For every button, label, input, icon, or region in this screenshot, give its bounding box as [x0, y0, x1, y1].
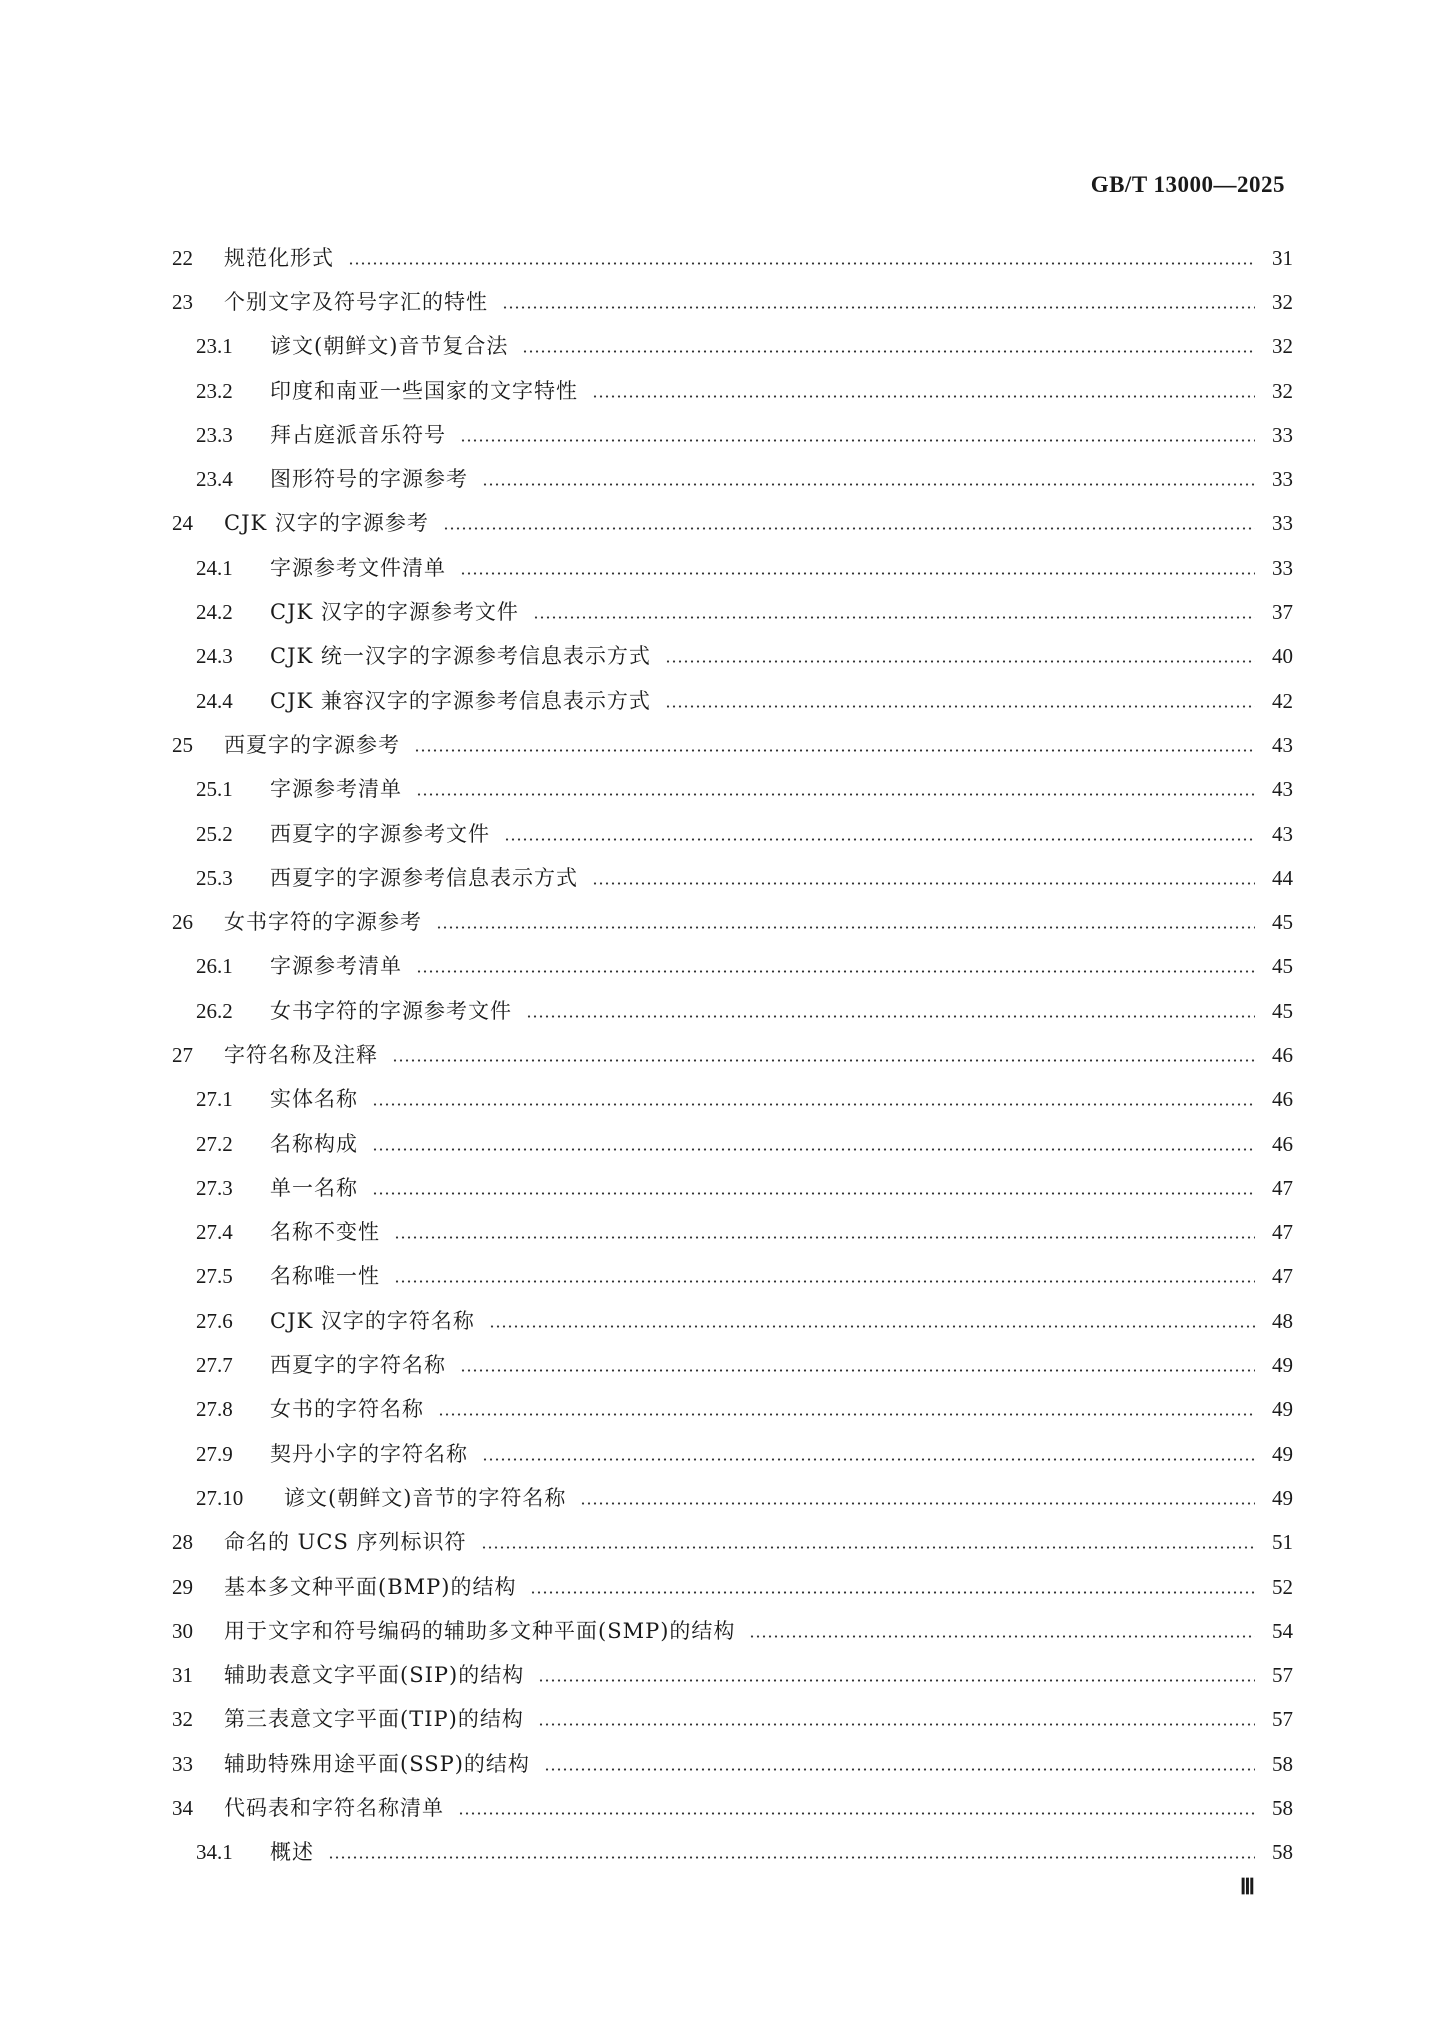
- toc-entry-page: 49: [1272, 1353, 1293, 1378]
- toc-entry-number: 27.5: [196, 1264, 233, 1289]
- toc-entry[interactable]: [172, 1255, 1293, 1299]
- toc-entry-title: 西夏字的字源参考文件: [270, 821, 490, 846]
- toc-entry[interactable]: [172, 546, 1293, 590]
- dot-leader: [416, 970, 1255, 973]
- toc-entry-page: 57: [1272, 1707, 1293, 1732]
- toc-entry-number: 27.2: [196, 1131, 233, 1156]
- dot-leader: [502, 306, 1255, 309]
- toc-entry-number: 24.3: [196, 644, 233, 669]
- dot-leader: [526, 1015, 1255, 1018]
- dot-leader: [372, 1103, 1255, 1106]
- toc-entry[interactable]: [172, 1078, 1293, 1122]
- dot-leader: [443, 527, 1255, 530]
- toc-entry-title: 字符名称及注释: [224, 1042, 378, 1067]
- toc-entry[interactable]: [172, 945, 1293, 989]
- toc-entry-title: CJK 兼容汉字的字源参考信息表示方式: [270, 688, 651, 713]
- toc-entry[interactable]: [172, 1786, 1293, 1830]
- toc-entry[interactable]: [172, 236, 1293, 280]
- dot-leader: [328, 1856, 1255, 1859]
- dot-leader: [580, 1502, 1255, 1505]
- dot-leader: [533, 616, 1255, 619]
- toc-entry-page: 31: [1272, 245, 1293, 270]
- toc-entry[interactable]: [172, 768, 1293, 812]
- toc-entry-page: 49: [1272, 1441, 1293, 1466]
- toc-entry-title: 命名的 UCS 序列标识符: [224, 1530, 467, 1555]
- toc-entry-page: 32: [1272, 334, 1293, 359]
- toc-entry-title: 图形符号的字源参考: [270, 467, 468, 492]
- toc-entry-number: 25.3: [196, 865, 233, 890]
- toc-entry[interactable]: [172, 457, 1293, 501]
- dot-leader: [482, 1458, 1255, 1461]
- toc-entry-number: 27: [172, 1042, 193, 1067]
- toc-entry-number: 24.1: [196, 555, 233, 580]
- toc-entry-page: 33: [1272, 555, 1293, 580]
- dot-leader: [749, 1635, 1255, 1638]
- dot-leader: [414, 749, 1255, 752]
- dot-leader: [504, 838, 1255, 841]
- toc-entry-title: 用于文字和符号编码的辅助多文种平面(SMP)的结构: [224, 1618, 736, 1643]
- toc-entry[interactable]: [172, 1122, 1293, 1166]
- toc-entry[interactable]: [172, 723, 1293, 767]
- toc-entry[interactable]: [172, 1521, 1293, 1565]
- toc-entry-number: 23.2: [196, 378, 233, 403]
- toc-entry-page: 43: [1272, 821, 1293, 846]
- toc-entry-title: 印度和南亚一些国家的文字特性: [270, 378, 578, 403]
- toc-entry-title: 实体名称: [270, 1087, 358, 1112]
- toc-entry-number: 26.1: [196, 954, 233, 979]
- toc-entry-title: 谚文(朝鲜文)音节的字符名称: [284, 1485, 567, 1510]
- toc-entry-number: 22: [172, 245, 193, 270]
- toc-entry-page: 58: [1272, 1751, 1293, 1776]
- toc-entry-page: 45: [1272, 910, 1293, 935]
- toc-entry-page: 46: [1272, 1087, 1293, 1112]
- toc-entry-title: 基本多文种平面(BMP)的结构: [224, 1574, 517, 1599]
- toc-entry-number: 33: [172, 1751, 193, 1776]
- toc-entry-number: 31: [172, 1663, 193, 1688]
- toc-entry-page: 47: [1272, 1175, 1293, 1200]
- toc-entry-title: 名称构成: [270, 1131, 358, 1156]
- toc-entry-title: CJK 统一汉字的字源参考信息表示方式: [270, 644, 651, 669]
- toc-entry[interactable]: [172, 1831, 1293, 1875]
- toc-entry-number: 23.3: [196, 422, 233, 447]
- toc-entry-page: 43: [1272, 777, 1293, 802]
- toc-entry-number: 34: [172, 1796, 193, 1821]
- toc-entry-page: 45: [1272, 954, 1293, 979]
- toc-entry-title: 名称唯一性: [270, 1264, 380, 1289]
- toc-entry[interactable]: [172, 1565, 1293, 1609]
- toc-entry-page: 47: [1272, 1220, 1293, 1245]
- toc-entry-title: 概述: [270, 1840, 314, 1865]
- toc-entry-number: 27.9: [196, 1441, 233, 1466]
- toc-entry-title: 女书的字符名称: [270, 1397, 424, 1422]
- toc-entry-page: 33: [1272, 422, 1293, 447]
- toc-entry-page: 58: [1272, 1840, 1293, 1865]
- dot-leader: [394, 1236, 1255, 1239]
- toc-entry-number: 26.2: [196, 998, 233, 1023]
- toc-entry-page: 46: [1272, 1042, 1293, 1067]
- toc-entry-title: 辅助表意文字平面(SIP)的结构: [224, 1663, 525, 1688]
- toc-entry-title: CJK 汉字的字源参考: [224, 511, 429, 536]
- toc-entry-page: 32: [1272, 378, 1293, 403]
- toc-entry-title: 字源参考文件清单: [270, 555, 446, 580]
- toc-entry-page: 32: [1272, 289, 1293, 314]
- toc-entry[interactable]: [172, 635, 1293, 679]
- toc-entry-number: 27.4: [196, 1220, 233, 1245]
- toc-entry[interactable]: [172, 1742, 1293, 1786]
- toc-entry-title: 字源参考清单: [270, 954, 402, 979]
- toc-entry-page: 43: [1272, 732, 1293, 757]
- toc-entry-title: 西夏字的字源参考信息表示方式: [270, 865, 578, 890]
- dot-leader: [392, 1059, 1255, 1062]
- dot-leader: [538, 1723, 1255, 1726]
- toc-entry-number: 27.1: [196, 1087, 233, 1112]
- toc-entry-number: 24.4: [196, 688, 233, 713]
- toc-entry-number: 23: [172, 289, 193, 314]
- toc-entry-title: 拜占庭派音乐符号: [270, 422, 446, 447]
- toc-entry-page: 44: [1272, 865, 1293, 890]
- dot-leader: [592, 882, 1255, 885]
- toc-entry-title: 女书字符的字源参考: [224, 910, 422, 935]
- toc-entry[interactable]: [172, 1476, 1293, 1520]
- toc-entry[interactable]: [172, 1299, 1293, 1343]
- toc-entry-title: 辅助特殊用途平面(SSP)的结构: [224, 1751, 530, 1776]
- dot-leader: [348, 262, 1255, 265]
- toc-entry-title: 谚文(朝鲜文)音节复合法: [270, 334, 509, 359]
- toc-entry-number: 30: [172, 1618, 193, 1643]
- toc-entry-title: 代码表和字符名称清单: [224, 1796, 444, 1821]
- toc-entry-number: 29: [172, 1574, 193, 1599]
- toc-entry-title: 个别文字及符号字汇的特性: [224, 289, 488, 314]
- dot-leader: [489, 1325, 1255, 1328]
- toc-entry[interactable]: [172, 812, 1293, 856]
- toc-entry[interactable]: [172, 1166, 1293, 1210]
- toc-entry[interactable]: [172, 1211, 1293, 1255]
- toc-entry-number: 27.7: [196, 1353, 233, 1378]
- toc-entry-number: 25.1: [196, 777, 233, 802]
- dot-leader: [482, 483, 1255, 486]
- table-of-contents: [172, 236, 1293, 1875]
- toc-entry-number: 26: [172, 910, 193, 935]
- dot-leader: [372, 1148, 1255, 1151]
- toc-entry-title: 字源参考清单: [270, 777, 402, 802]
- dot-leader: [460, 572, 1255, 575]
- toc-entry-number: 27.10: [196, 1485, 244, 1510]
- toc-entry-title: 单一名称: [270, 1175, 358, 1200]
- toc-entry[interactable]: [172, 900, 1293, 944]
- toc-entry-number: 27.8: [196, 1397, 233, 1422]
- toc-entry-number: 32: [172, 1707, 193, 1732]
- toc-entry-title: 名称不变性: [270, 1220, 380, 1245]
- toc-entry[interactable]: [172, 989, 1293, 1033]
- toc-entry-title: CJK 汉字的字符名称: [270, 1308, 475, 1333]
- toc-entry-page: 47: [1272, 1264, 1293, 1289]
- toc-entry-number: 25: [172, 732, 193, 757]
- toc-entry-number: 34.1: [196, 1840, 233, 1865]
- dot-leader: [372, 1192, 1255, 1195]
- toc-entry[interactable]: [172, 1343, 1293, 1387]
- toc-entry-title: 第三表意文字平面(TIP)的结构: [224, 1707, 524, 1732]
- dot-leader: [394, 1280, 1255, 1283]
- dot-leader: [438, 1413, 1255, 1416]
- toc-entry-page: 45: [1272, 998, 1293, 1023]
- dot-leader: [436, 926, 1255, 929]
- toc-entry-page: 54: [1272, 1618, 1293, 1643]
- toc-entry-page: 37: [1272, 600, 1293, 625]
- toc-entry-page: 33: [1272, 467, 1293, 492]
- dot-leader: [592, 395, 1255, 398]
- toc-entry[interactable]: [172, 590, 1293, 634]
- toc-entry-number: 28: [172, 1530, 193, 1555]
- toc-entry-page: 49: [1272, 1485, 1293, 1510]
- dot-leader: [538, 1679, 1255, 1682]
- page-number: Ⅲ: [1239, 1874, 1255, 1899]
- toc-entry[interactable]: [172, 369, 1293, 413]
- toc-entry-page: 46: [1272, 1131, 1293, 1156]
- toc-entry-page: 42: [1272, 688, 1293, 713]
- dot-leader: [460, 439, 1255, 442]
- toc-entry-number: 23.1: [196, 334, 233, 359]
- dot-leader: [460, 1369, 1255, 1372]
- toc-entry-number: 24: [172, 511, 193, 536]
- toc-entry[interactable]: [172, 280, 1293, 324]
- toc-entry-title: 西夏字的字符名称: [270, 1353, 446, 1378]
- toc-entry-number: 24.2: [196, 600, 233, 625]
- toc-entry[interactable]: [172, 502, 1293, 546]
- toc-entry-page: 33: [1272, 511, 1293, 536]
- toc-entry[interactable]: [172, 413, 1293, 457]
- toc-entry-page: 58: [1272, 1796, 1293, 1821]
- dot-leader: [530, 1591, 1255, 1594]
- dot-leader: [416, 793, 1255, 796]
- toc-entry-number: 23.4: [196, 467, 233, 492]
- toc-entry-title: 契丹小字的字符名称: [270, 1441, 468, 1466]
- toc-entry[interactable]: [172, 1388, 1293, 1432]
- toc-entry-page: 51: [1272, 1530, 1293, 1555]
- toc-entry-title: 西夏字的字源参考: [224, 732, 400, 757]
- toc-entry[interactable]: [172, 679, 1293, 723]
- toc-entry-page: 52: [1272, 1574, 1293, 1599]
- toc-entry-page: 57: [1272, 1663, 1293, 1688]
- standard-code: GB/T 13000—2025: [1090, 172, 1285, 197]
- dot-leader: [458, 1812, 1255, 1815]
- toc-entry-number: 27.3: [196, 1175, 233, 1200]
- toc-entry[interactable]: [172, 856, 1293, 900]
- dot-leader: [665, 660, 1255, 663]
- toc-entry-page: 48: [1272, 1308, 1293, 1333]
- toc-entry[interactable]: [172, 1432, 1293, 1476]
- toc-entry-page: 40: [1272, 644, 1293, 669]
- dot-leader: [522, 350, 1255, 353]
- toc-entry-title: 女书字符的字源参考文件: [270, 998, 512, 1023]
- dot-leader: [544, 1768, 1255, 1771]
- toc-entry-title: CJK 汉字的字源参考文件: [270, 600, 519, 625]
- toc-entry[interactable]: [172, 325, 1293, 369]
- toc-entry[interactable]: [172, 1609, 1293, 1653]
- toc-entry[interactable]: [172, 1033, 1293, 1077]
- dot-leader: [665, 705, 1255, 708]
- toc-entry-number: 25.2: [196, 821, 233, 846]
- dot-leader: [481, 1546, 1255, 1549]
- toc-entry-page: 49: [1272, 1397, 1293, 1422]
- toc-entry-title: 规范化形式: [224, 245, 334, 270]
- toc-entry[interactable]: [172, 1698, 1293, 1742]
- toc-entry[interactable]: [172, 1654, 1293, 1698]
- toc-entry-number: 27.6: [196, 1308, 233, 1333]
